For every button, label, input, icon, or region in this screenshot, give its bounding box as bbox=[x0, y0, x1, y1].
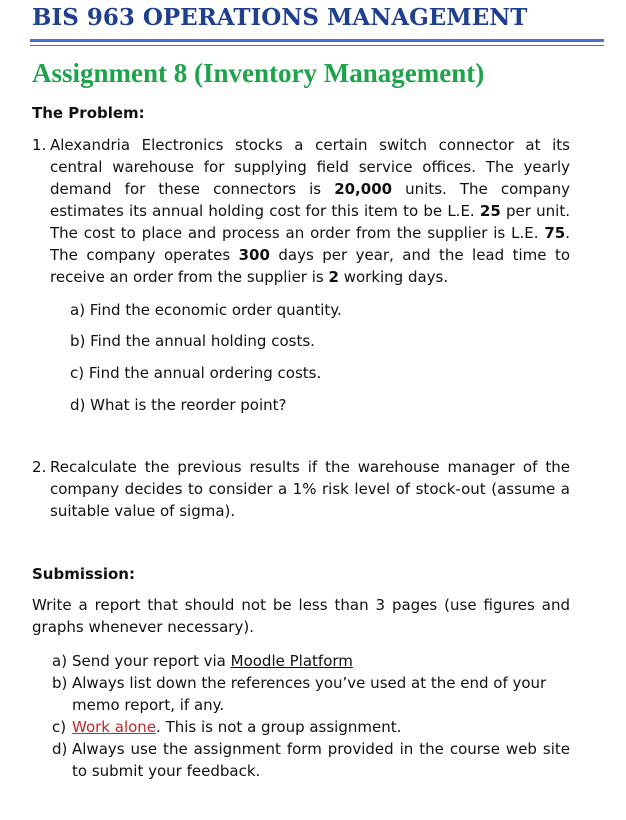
problem-1 bbox=[32, 134, 570, 288]
problem-heading: The Problem: bbox=[32, 104, 145, 122]
submission-item-c: c) Work alone. This is not a group assignment. bbox=[52, 718, 402, 736]
question-b: b) Find the annual holding costs. bbox=[70, 332, 315, 350]
submission-item-a: a) Send your report via Moodle Platform bbox=[52, 652, 353, 670]
submission-heading: Submission: bbox=[32, 565, 135, 583]
header-rule-thick bbox=[30, 39, 604, 42]
submission-item-d: d) Always use the assignment form provided in the course web site to submit your feedback. bbox=[52, 740, 570, 780]
course-title: BIS 963 OPERATIONS MANAGEMENT bbox=[32, 4, 528, 31]
submission-intro: Write a report that should not be less than 3 pages (use figures and graphs whenever necessary). bbox=[32, 596, 570, 636]
question-d: d) What is the reorder point? bbox=[70, 396, 287, 414]
order-cost-value: 75 bbox=[544, 224, 566, 242]
problem-2-number: 2. bbox=[32, 458, 47, 476]
problem-1-text: Alexandria Electronics stocks a certain switch connector at its central warehouse for supplying field service offices. The yearly demand for these connectors is 20,000 units. The company estimates its annual holding cost for this item to be L.E. 25 per unit. The cost to place and process an order from the supplier is L.E. 75. The company operates 300 days per year, and the lead time to receive an order from the supplier is 2 working days. bbox=[50, 136, 571, 286]
moodle-platform-link[interactable]: Moodle Platform bbox=[230, 652, 353, 670]
submission-item-b: b) Always list down the references you’ve used at the end of your memo report, if any. bbox=[52, 674, 547, 714]
days-value: 300 bbox=[238, 246, 270, 264]
problem-2 bbox=[32, 456, 570, 522]
assignment-title: Assignment 8 (Inventory Management) bbox=[32, 58, 485, 88]
header-rule-thin bbox=[30, 45, 604, 46]
question-a: a) Find the economic order quantity. bbox=[70, 301, 342, 319]
holding-cost-value: 25 bbox=[479, 202, 501, 220]
problem-2-text: Recalculate the previous results if the warehouse manager of the company decides to consider a 1% risk level of stock-out (assume a suitable value of sigma). bbox=[50, 458, 570, 520]
work-alone-link[interactable]: Work alone bbox=[72, 718, 157, 736]
demand-value: 20,000 bbox=[334, 180, 393, 198]
question-c: c) Find the annual ordering costs. bbox=[70, 364, 322, 382]
lead-time-value: 2 bbox=[328, 268, 339, 286]
problem-1-number: 1. bbox=[32, 136, 47, 154]
